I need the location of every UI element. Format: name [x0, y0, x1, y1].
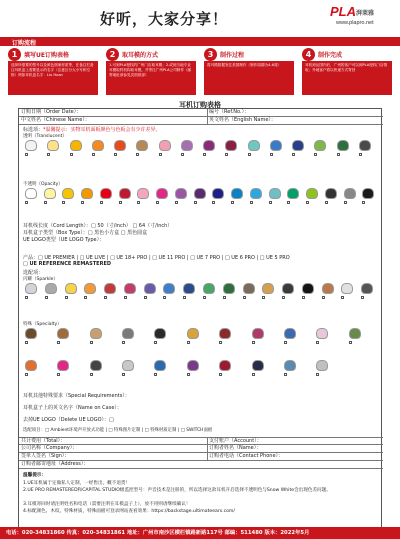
faceplate-swatch[interactable]: [25, 328, 37, 339]
swatch-checkbox[interactable]: [175, 201, 178, 204]
swatch-checkbox[interactable]: [104, 296, 107, 299]
swatch-checkbox[interactable]: [362, 201, 365, 204]
faceplate-swatch[interactable]: [344, 188, 356, 199]
step-title: 制作完成: [318, 52, 343, 59]
translucent-label: 透明（Translucent）: [23, 134, 67, 139]
swatch-checkbox[interactable]: [349, 341, 352, 344]
faceplate-swatch[interactable]: [287, 188, 299, 199]
swatch-checkbox[interactable]: [194, 201, 197, 204]
faceplate-swatch[interactable]: [25, 283, 37, 294]
swatch-checkbox[interactable]: [114, 153, 117, 156]
footer: 电话：020-34831860 传真：020-34831861 地址：广州市南沙区横栏镇路新路117号 邮编：511480 版本：2022年5月: [0, 527, 400, 539]
swatch-checkbox[interactable]: [203, 153, 206, 156]
faceplate-swatch[interactable]: [316, 360, 328, 371]
step-body: 耳机到达国内后，广州的客户可以到PLA授权门店领取；外地客户将以快递方式寄回: [302, 61, 392, 95]
faceplate-swatch[interactable]: [262, 283, 274, 294]
faceplate-swatch[interactable]: [203, 283, 215, 294]
step-title: 填写UE订购表格: [24, 52, 69, 59]
opaque-swatches: [23, 188, 379, 204]
swatch-checkbox[interactable]: [212, 201, 215, 204]
faceplate-swatch[interactable]: [57, 328, 69, 339]
specialty-label: 特殊（Specialty）: [23, 322, 62, 327]
step-2: [106, 48, 198, 96]
step-body: 将耳模数据发往美国制作（制作周期为4-6周）: [204, 61, 294, 95]
faceplate-swatch[interactable]: [252, 360, 264, 371]
swatch-checkbox[interactable]: [344, 201, 347, 204]
swatch-checkbox[interactable]: [100, 201, 103, 204]
color-note: *温馨提示：实物耳机面板颜色与色板会有少许差异。: [43, 127, 161, 133]
sign-label: 签单人签名（Sign）：: [21, 453, 70, 459]
swatch-checkbox[interactable]: [219, 341, 222, 344]
brand-cn-name: 湃莱雅: [356, 10, 375, 17]
swatch-checkbox[interactable]: [341, 296, 344, 299]
swatch-checkbox[interactable]: [292, 153, 295, 156]
en-name-label: 英文姓名（English Name）：: [209, 117, 276, 123]
faceplate-swatch[interactable]: [361, 283, 373, 294]
faceplate-swatch[interactable]: [47, 140, 59, 151]
faceplate-swatch[interactable]: [362, 188, 374, 199]
swatch-checkbox[interactable]: [306, 201, 309, 204]
swatch-checkbox[interactable]: [25, 201, 28, 204]
swatch-checkbox[interactable]: [65, 296, 68, 299]
swatch-checkbox[interactable]: [44, 201, 47, 204]
swatch-checkbox[interactable]: [25, 373, 28, 376]
faceplate-swatch[interactable]: [137, 188, 149, 199]
faceplate-swatch[interactable]: [25, 360, 37, 371]
faceplate-swatch[interactable]: [225, 140, 237, 151]
swatch-checkbox[interactable]: [248, 153, 251, 156]
swatch-checkbox[interactable]: [122, 373, 125, 376]
swatch-checkbox[interactable]: [90, 373, 93, 376]
swatch-checkbox[interactable]: [203, 296, 206, 299]
faceplate-swatch[interactable]: [359, 140, 371, 151]
swatch-checkbox[interactable]: [302, 296, 305, 299]
swatch-checkbox[interactable]: [154, 341, 157, 344]
swatch-checkbox[interactable]: [225, 153, 228, 156]
faceplate-swatch[interactable]: [45, 283, 57, 294]
note-2: 2.UE PRO REMASTERED和CAPITAL STUDIO级监控型号：声音技术是注册的，所以选择这款耳机开启选择不透明色与Snow White会出现色差问题。: [23, 488, 331, 493]
total-label: 共计费用（Total）：: [21, 438, 66, 444]
faceplate-swatch[interactable]: [284, 328, 296, 339]
form-title: 耳机订购表格: [179, 101, 221, 109]
faceplate-swatch[interactable]: [194, 188, 206, 199]
color-select-label: 标选项：: [23, 127, 44, 133]
swatch-checkbox[interactable]: [57, 373, 60, 376]
swatch-checkbox[interactable]: [45, 296, 48, 299]
faceplate-swatch[interactable]: [270, 140, 282, 151]
faceplate-swatch[interactable]: [144, 283, 156, 294]
faceplate-swatch[interactable]: [223, 283, 235, 294]
swatch-checkbox[interactable]: [81, 201, 84, 204]
opacity-label: 不透明（Opacity）: [23, 182, 63, 187]
faceplate-swatch[interactable]: [44, 188, 56, 199]
faceplate-swatch[interactable]: [322, 283, 334, 294]
faceplate-swatch[interactable]: [122, 328, 134, 339]
orderer-name-label: 订购者姓名（Name）：: [209, 445, 262, 451]
remastered[interactable]: □ UE REFERENCE REMASTERED: [23, 261, 112, 267]
swatch-checkbox[interactable]: [282, 296, 285, 299]
swatch-checkbox[interactable]: [156, 201, 159, 204]
faceplate-swatch[interactable]: [84, 283, 96, 294]
swatch-checkbox[interactable]: [137, 201, 140, 204]
swatch-checkbox[interactable]: [252, 341, 255, 344]
swatch-checkbox[interactable]: [314, 153, 317, 156]
swatch-checkbox[interactable]: [187, 341, 190, 344]
faceplate-swatch[interactable]: [248, 140, 260, 151]
cn-name-label: 中文姓名（Chinese Name）：: [21, 117, 90, 123]
swatch-checkbox[interactable]: [359, 153, 362, 156]
swatch-checkbox[interactable]: [144, 296, 147, 299]
options-label: 选配项：: [23, 270, 44, 276]
step-4: [302, 48, 394, 96]
faceplate-swatch[interactable]: [81, 188, 93, 199]
faceplate-swatch[interactable]: [100, 188, 112, 199]
slogan: 好听，大家分享！: [100, 10, 229, 28]
faceplate-swatch[interactable]: [124, 283, 136, 294]
faceplate-swatch[interactable]: [284, 360, 296, 371]
faceplate-swatch[interactable]: [252, 328, 264, 339]
faceplate-swatch[interactable]: [219, 360, 231, 371]
faceplate-swatch[interactable]: [163, 283, 175, 294]
swatch-checkbox[interactable]: [187, 373, 190, 376]
brand-logo[interactable]: [330, 4, 392, 30]
step-1: [8, 48, 100, 96]
swatch-checkbox[interactable]: [284, 341, 287, 344]
swatch-checkbox[interactable]: [62, 201, 65, 204]
step-body: 1.可到PLA授权的广州门店取耳模；2.或到当地专业耳模取样机构取耳模，并寄往广州PLA公司制作（邮寄地址请参见页面底部）: [106, 61, 196, 95]
swatch-checkbox[interactable]: [252, 373, 255, 376]
order-form: [18, 108, 382, 536]
swatch-checkbox[interactable]: [250, 201, 253, 204]
swatch-checkbox[interactable]: [70, 153, 73, 156]
faceplate-swatch[interactable]: [187, 328, 199, 339]
swatch-checkbox[interactable]: [159, 153, 162, 156]
row-names[interactable]: [19, 117, 383, 125]
section-title: 订购流程: [12, 40, 37, 47]
faceplate-swatch[interactable]: [92, 140, 104, 151]
faceplate-swatch[interactable]: [25, 188, 37, 199]
faceplate-swatch[interactable]: [119, 188, 131, 199]
name-on-case[interactable]: 耳机盒子上的英文名字（Name on Case）：: [23, 405, 122, 411]
faceplate-swatch[interactable]: [57, 360, 69, 371]
ref-no-label: 编号（Ref.No.）：: [209, 109, 250, 115]
option-checks[interactable]: 选配项目：□ Ambient环境声开放式功能 | □ 特殊图片定制 | □ 特殊材质定制 | □ SWITCH面板: [23, 428, 213, 433]
sparkle-label: 闪耀（Sparkle）: [23, 277, 58, 282]
swatch-checkbox[interactable]: [262, 296, 265, 299]
faceplate-swatch[interactable]: [325, 188, 337, 199]
faceplate-swatch[interactable]: [114, 140, 126, 151]
note-3: 3.耳模寄回时请注明姓名和电话（需要注明在耳模盒子上），放不用则请继续确认！: [23, 502, 191, 507]
faceplate-swatch[interactable]: [341, 283, 353, 294]
step-3: [204, 48, 296, 96]
order-date-label: 订购日期（Order Date）：: [21, 109, 82, 115]
delete-logo[interactable]: 去掉UE LOGO（Delete UE LOGO）：□: [23, 417, 114, 423]
faceplate-swatch[interactable]: [231, 188, 243, 199]
swatch-checkbox[interactable]: [124, 296, 127, 299]
address-label: 订购者邮寄地址（Address）：: [21, 461, 89, 467]
swatch-checkbox[interactable]: [270, 153, 273, 156]
brand-url[interactable]: www.plapro.net: [336, 20, 374, 26]
step-body: 选择所需要的型号以及颜色图案材质等，在备注栏备注耳机盒上需要显示的名字（注意区分大小写和空格）例如耳机盒名字：Liu Huan: [8, 61, 98, 95]
faceplate-swatch[interactable]: [337, 140, 349, 151]
faceplate-swatch[interactable]: [183, 283, 195, 294]
special-requirements[interactable]: 耳机其他特殊要求（Special Requirements）：: [23, 393, 130, 399]
faceplate-swatch[interactable]: [90, 328, 102, 339]
swatch-checkbox[interactable]: [47, 153, 50, 156]
row-total[interactable]: [19, 437, 383, 445]
swatch-checkbox[interactable]: [325, 201, 328, 204]
step-number: 1: [8, 48, 21, 61]
faceplate-swatch[interactable]: [302, 283, 314, 294]
contact-label: 订购者电话（Contact Phone）：: [209, 453, 284, 459]
section-header: [0, 37, 400, 46]
notes-title: 温馨提示：: [23, 473, 46, 478]
step-title: 取耳模的方式: [122, 52, 159, 59]
header: [0, 0, 400, 38]
swatch-checkbox[interactable]: [25, 341, 28, 344]
faceplate-swatch[interactable]: [25, 140, 37, 151]
swatch-checkbox[interactable]: [316, 341, 319, 344]
faceplate-swatch[interactable]: [159, 140, 171, 151]
row-address[interactable]: [19, 461, 383, 469]
faceplate-swatch[interactable]: [306, 188, 318, 199]
faceplate-swatch[interactable]: [90, 360, 102, 371]
faceplate-swatch[interactable]: [314, 140, 326, 151]
faceplate-swatch[interactable]: [212, 188, 224, 199]
swatch-checkbox[interactable]: [154, 373, 157, 376]
step-number: 4: [302, 48, 315, 61]
swatch-checkbox[interactable]: [90, 341, 93, 344]
faceplate-swatch[interactable]: [104, 283, 116, 294]
brand-logo-mark: PLA: [330, 4, 356, 19]
swatch-checkbox[interactable]: [219, 373, 222, 376]
note-1: 1.UE耳机属于定做私人定制，一经售出，概不退货！: [23, 481, 131, 486]
faceplate-swatch[interactable]: [187, 360, 199, 371]
swatch-checkbox[interactable]: [337, 153, 340, 156]
faceplate-swatch[interactable]: [154, 360, 166, 371]
swatch-checkbox[interactable]: [223, 296, 226, 299]
swatch-checkbox[interactable]: [361, 296, 364, 299]
row-sign[interactable]: [19, 453, 383, 461]
faceplate-swatch[interactable]: [316, 328, 328, 339]
swatch-checkbox[interactable]: [136, 153, 139, 156]
swatch-checkbox[interactable]: [183, 296, 186, 299]
faceplate-swatch[interactable]: [136, 140, 148, 151]
faceplate-swatch[interactable]: [292, 140, 304, 151]
faceplate-swatch[interactable]: [70, 140, 82, 151]
step-number: 3: [204, 48, 217, 61]
swatch-checkbox[interactable]: [25, 296, 28, 299]
faceplate-swatch[interactable]: [219, 328, 231, 339]
step-number: 2: [106, 48, 119, 61]
swatch-checkbox[interactable]: [322, 296, 325, 299]
swatch-checkbox[interactable]: [316, 373, 319, 376]
faceplate-swatch[interactable]: [175, 188, 187, 199]
faceplate-swatch[interactable]: [203, 140, 215, 151]
faceplate-swatch[interactable]: [62, 188, 74, 199]
faceplate-swatch[interactable]: [282, 283, 294, 294]
sparkle-swatches: [23, 283, 379, 299]
faceplate-swatch[interactable]: [243, 283, 255, 294]
swatch-checkbox[interactable]: [181, 153, 184, 156]
step-title: 制作过程: [220, 52, 245, 59]
order-steps: [8, 48, 394, 96]
note-4: 4.标配颜色、木纹、特殊材质，特殊面板可登录网站查看效果：https://backstage.ultimateears.com/: [23, 509, 235, 514]
swatch-checkbox[interactable]: [92, 153, 95, 156]
box-type[interactable]: 耳机盒子类型（Box Type）：□ 黑色小方盒 □ 黑色圆盒: [23, 230, 148, 236]
swatch-checkbox[interactable]: [25, 153, 28, 156]
specialty-swatches: [23, 328, 379, 344]
swatch-checkbox[interactable]: [287, 201, 290, 204]
faceplate-swatch[interactable]: [269, 188, 281, 199]
row-company[interactable]: [19, 445, 383, 453]
company-label: 公司名称（Company）：: [21, 445, 78, 451]
swatch-checkbox[interactable]: [231, 201, 234, 204]
faceplate-swatch[interactable]: [65, 283, 77, 294]
swatch-checkbox[interactable]: [284, 373, 287, 376]
swatch-checkbox[interactable]: [119, 201, 122, 204]
faceplate-swatch[interactable]: [181, 140, 193, 151]
swatch-checkbox[interactable]: [269, 201, 272, 204]
faceplate-swatch[interactable]: [154, 328, 166, 339]
swatch-checkbox[interactable]: [57, 341, 60, 344]
swatch-checkbox[interactable]: [243, 296, 246, 299]
faceplate-swatch[interactable]: [122, 360, 134, 371]
products[interactable]: 产品：□ UE PREMIER | □ UE LIVE | □ UE 18+ PRO | □ UE 11 PRO | □ UE 7 PRO | □ UE 6 PRO | □ UE 5 PRO: [23, 255, 290, 261]
account-label: 支付账户（Account）：: [209, 438, 262, 444]
row-order-date[interactable]: [19, 109, 383, 117]
translucent-swatches: [23, 140, 379, 156]
cord-length[interactable]: 耳机线长度（Cord Length）：□ 50（寸/inch） □ 64（寸/inch）: [23, 223, 173, 229]
faceplate-swatch[interactable]: [156, 188, 168, 199]
swatch-checkbox[interactable]: [84, 296, 87, 299]
swatch-checkbox[interactable]: [122, 341, 125, 344]
faceplate-swatch[interactable]: [250, 188, 262, 199]
swatch-checkbox[interactable]: [163, 296, 166, 299]
color-select-row: [23, 126, 161, 133]
ue-logo-type[interactable]: UE LOGO类型（UE LOGO Type）：: [23, 237, 105, 243]
faceplate-swatch[interactable]: [349, 328, 361, 339]
